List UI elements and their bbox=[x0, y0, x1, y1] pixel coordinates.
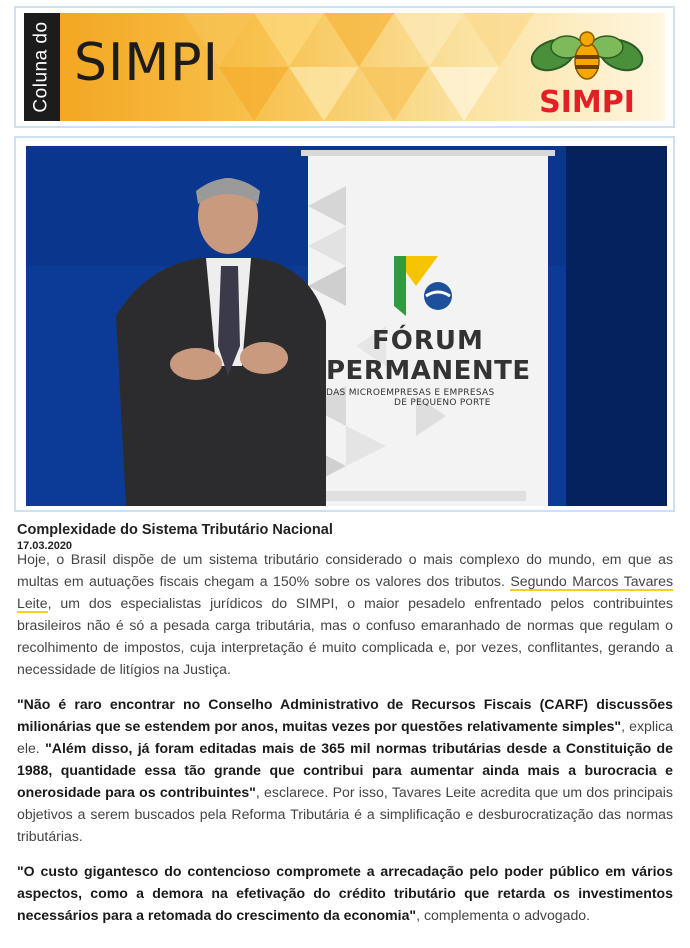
column-tag-label: Coluna do bbox=[31, 21, 52, 113]
forum-line-2: PERMANENTE bbox=[326, 356, 531, 386]
p1-highlight: Segundo Marcos Tavares Leite bbox=[17, 573, 674, 611]
speaker-photo bbox=[26, 146, 667, 506]
forum-line-4: DE PEQUENO PORTE bbox=[394, 398, 491, 408]
logo-word: SIMPI bbox=[539, 85, 635, 120]
forum-line-1: FÓRUM bbox=[372, 326, 484, 356]
forum-line-3: DAS MICROEMPRESAS E EMPRESAS bbox=[326, 388, 495, 398]
bee-icon bbox=[527, 27, 647, 87]
simpi-logo bbox=[527, 27, 647, 120]
p2-quote-2: "Além disso, já foram editadas mais de 365 mil normas tributárias desde a Constituição de 1988, quantidade essa tão grande que contribui para aumentar ainda mais a burocracia e onerosidade para os contribuintes" bbox=[17, 740, 673, 800]
p1-text-b: , um dos especialistas jurídicos do SIMPI, o maior pesadelo enfrentado pelos contribuintes brasileiros não é só a pesada carga tributária, mas o confuso emaranhado de normas que regulam o recolhimento de impostos, cuja interpretação é muito complicada e, por vezes, conflitantes, gerando a necessidade de litígios na Justiça. bbox=[17, 595, 673, 677]
photo-frame bbox=[14, 136, 675, 512]
p3-quote: "O custo gigantesco do contencioso compromete a arrecadação pelo poder público em vários aspectos, como a demora na efetivação do crédito tributário que retarda os investimentos necessários para a retomada do crescimento da economia" bbox=[17, 863, 673, 923]
p2-quote-1: "Não é raro encontrar no Conselho Administrativo de Recursos Fiscais (CARF) discussões milionárias que se estendem por anos, muitas vezes por questões relativamente simples" bbox=[17, 696, 673, 734]
p2-text-1: , explica ele. bbox=[17, 718, 673, 756]
p3-text: , complementa o advogado. bbox=[416, 907, 591, 923]
article-date: 17.03.2020 bbox=[17, 540, 73, 552]
banner-title: SIMPI bbox=[74, 33, 219, 93]
paragraph-3 bbox=[17, 860, 673, 926]
forum-banner-text bbox=[326, 326, 556, 408]
p1-text-a: Hoje, o Brasil dispõe de um sistema tributário considerado o mais complexo do mundo, em que as multas em autuações fiscais chegam a 150% sobre os valores dos tributos. bbox=[17, 551, 673, 589]
column-banner bbox=[14, 6, 675, 128]
paragraph-1 bbox=[17, 548, 673, 680]
column-tag bbox=[24, 13, 60, 121]
article bbox=[17, 522, 673, 926]
p2-text-2: , esclarece. Por isso, Tavares Leite acredita que um dos principais objetivos a serem buscados pela Reforma Tributária é a simplificação e desburocratização das normas tributárias. bbox=[17, 784, 673, 844]
banner-background bbox=[24, 13, 665, 121]
paragraph-2 bbox=[17, 693, 673, 847]
article-headline: Complexidade do Sistema Tributário Nacional bbox=[17, 522, 333, 538]
